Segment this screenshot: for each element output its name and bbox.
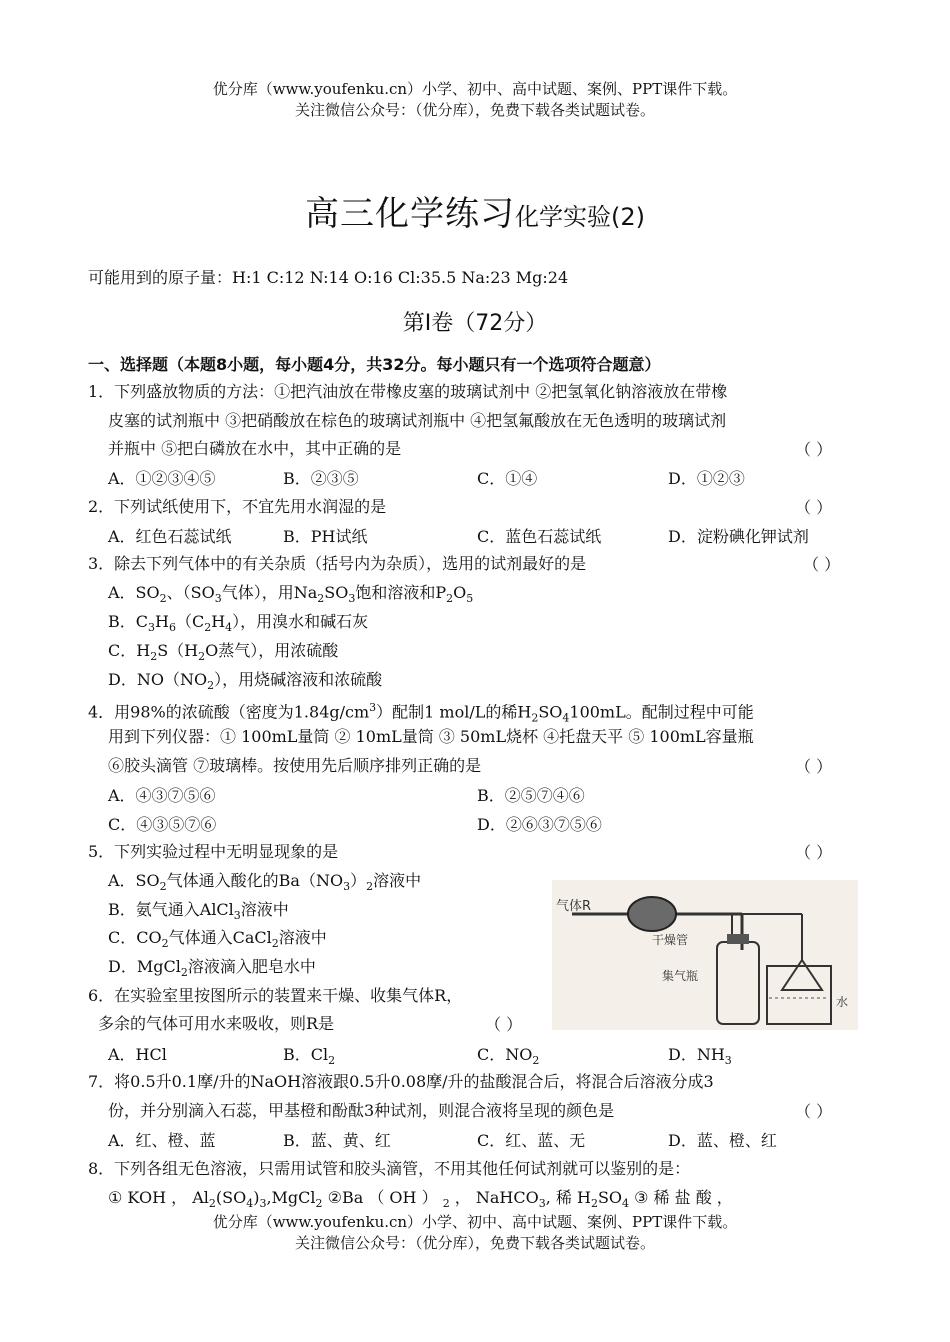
q5-option-d: D．MgCl$_2$溶液滴入肥皂水中 [108, 957, 316, 980]
q3-option-d: D．$NO(NO_2)$，用烧碱溶液和浓硫酸 [108, 670, 383, 693]
q6-option-d: D．$NH_3$ [668, 1045, 732, 1068]
atomic-masses: 可能用到的原子量：H:1 C:12 N:14 O:16 Cl:35.5 Na:23 Mg:24 [88, 268, 569, 287]
q1-answer-paren: （ ） [795, 440, 833, 459]
footer-line-1: 优分库（www.youfenku.cn）小学、初中、高中试题、案例、PPT课件下载。 [212, 1213, 738, 1231]
q7-answer-paren: （ ） [795, 1102, 833, 1121]
q1-option-a: A．①②③④⑤ [108, 469, 216, 488]
q6-option-b: B．$Cl_2$ [283, 1045, 336, 1068]
q3-answer-paren: （ ） [803, 555, 841, 574]
label-collector: 集气瓶 [662, 969, 699, 983]
q8-line-1: 8．下列各组无色溶液，只需用试管和胶头滴管，不用其他任何试剂就可以鉴别的是： [88, 1159, 691, 1178]
q4-line-3: ⑥胶头滴管 ⑦玻璃棒。按使用先后顺序排列正确的是 [108, 756, 482, 775]
apparatus-figure [552, 880, 858, 1030]
footer-line-2: 关注微信公众号：（优分库），免费下载各类试题试卷。 [294, 1234, 655, 1252]
q7-option-b: B．蓝、黄、红 [283, 1131, 391, 1150]
q1-line-2: 皮塞的试剂瓶中 ③把硝酸放在棕色的玻璃试剂瓶中 ④把氢氟酸放在无色透明的玻璃试剂 [108, 411, 727, 430]
header-line-1: 优分库（www.youfenku.cn）小学、初中、高中试题、案例、PPT课件下载。 [212, 80, 738, 98]
title-main: 高三化学练习 [305, 194, 515, 234]
q3-stem: 3．除去下列气体中的有关杂质（括号内为杂质），选用的试剂最好的是 [88, 554, 587, 573]
q4-option-c: C．④③⑤⑦⑥ [108, 815, 217, 834]
label-dryer: 干燥管 [652, 933, 689, 947]
page-title [0, 186, 950, 235]
q1-line-3: 并瓶中 ⑤把白磷放在水中，其中正确的是 [108, 439, 402, 458]
q1-option-b: B．②③⑤ [283, 469, 359, 488]
q2-option-d: D．淀粉碘化钾试剂 [668, 527, 809, 546]
apparatus-diagram [552, 880, 858, 1030]
title-sub: 化学实验(2) [515, 203, 645, 231]
q5-option-b: B．氨气通入AlCl$_3$溶液中 [108, 900, 289, 923]
q5-answer-paren: （ ） [795, 843, 833, 862]
volume-heading: 第Ⅰ卷（72分） [402, 311, 548, 336]
q6-line-2: 多余的气体可用水来吸收，则R是 [98, 1014, 335, 1033]
q1-option-d: D．①②③ [668, 469, 745, 488]
label-gas-r: 气体R [556, 899, 592, 914]
figure-background [552, 880, 858, 1030]
q1-option-c: C．①④ [477, 469, 538, 488]
q6-answer-paren: （ ） [485, 1015, 523, 1034]
q2-option-c: C．蓝色石蕊试纸 [477, 527, 602, 546]
q2-answer-paren: （ ） [795, 498, 833, 517]
q7-option-c: C．红、蓝、无 [477, 1131, 586, 1150]
bottle-stopper [727, 934, 749, 944]
q7-line-2: 份，并分别滴入石蕊，甲基橙和酚酞3种试剂，则混合液将呈现的颜色是 [108, 1101, 615, 1120]
q2-option-a: A．红色石蕊试纸 [108, 527, 232, 546]
q6-option-a: A．HCl [108, 1045, 167, 1064]
q7-option-d: D．蓝、橙、红 [668, 1131, 777, 1150]
q4-line-2: 用到下列仪器：① 100mL量筒 ② 10mL量筒 ③ 50mL烧杯 ④托盘天平 ⑤ 100mL容量瓶 [108, 727, 754, 746]
q4-line-1: 4．用98%的浓硫酸（密度为$1.84g/cm^3$）配制1 mol/L的稀$H_2SO_4100mL$。配制过程中可能 [88, 701, 754, 725]
q4-option-d: D．②⑥③⑦⑤⑥ [477, 815, 602, 834]
q6-option-c: C．$NO_2$ [477, 1045, 540, 1068]
q2-stem: 2．下列试纸使用下，不宜先用水润湿的是 [88, 497, 387, 516]
q5-option-a: A．$SO_2$气体通入酸化的$Ba(NO_3)_2$溶液中 [108, 871, 422, 894]
q1-line-1: 1．下列盛放物质的方法：①把汽油放在带橡皮塞的玻璃试剂中 ②把氢氧化钠溶液放在带橡 [88, 382, 728, 401]
q5-option-c: C．$CO_2$气体通入CaCl$_2$溶液中 [108, 928, 327, 951]
q3-option-b: B．$C_3H_6(C_2H_4)$，用溴水和碱石灰 [108, 612, 369, 635]
q5-stem: 5．下列实验过程中无明显现象的是 [88, 842, 339, 861]
drying-tube-bulb [628, 897, 676, 931]
q7-option-a: A．红、橙、蓝 [108, 1131, 216, 1150]
q2-option-b: B．PH试纸 [283, 527, 368, 546]
label-water: 水 [836, 995, 849, 1009]
q4-answer-paren: （ ） [795, 757, 833, 776]
q8-line-2: ① KOH ， $Al_2(SO_4)_3,MgCl_2$ ②Ba （ OH ） $_2$ ， NaHCO$_3$, 稀 $H_2SO_4$ ③ 稀 盐 酸 ， [108, 1188, 733, 1211]
q3-option-c: C．$H_2S(H_2O$蒸气），用浓硫酸 [108, 641, 339, 664]
q4-option-a: A．④③⑦⑤⑥ [108, 786, 216, 805]
q7-line-1: 7．将0.5升0.1摩/升的NaOH溶液跟0.5升0.08摩/升的盐酸混合后，将混合后溶液分成3 [88, 1072, 714, 1091]
q6-line-1: 6．在实验室里按图所示的装置来干燥、收集气体R， [88, 986, 463, 1005]
header-line-2: 关注微信公众号：（优分库），免费下载各类试题试卷。 [294, 101, 655, 119]
q4-option-b: B．②⑤⑦④⑥ [477, 786, 585, 805]
section-heading: 一、选择题（本题8小题，每小题4分，共32分。每小题只有一个选项符合题意） [88, 355, 661, 374]
q3-option-a: A．$SO_2$、（$SO_3$气体），用$Na_2SO_3$饱和溶液和$P_2O_5$ [108, 583, 474, 606]
